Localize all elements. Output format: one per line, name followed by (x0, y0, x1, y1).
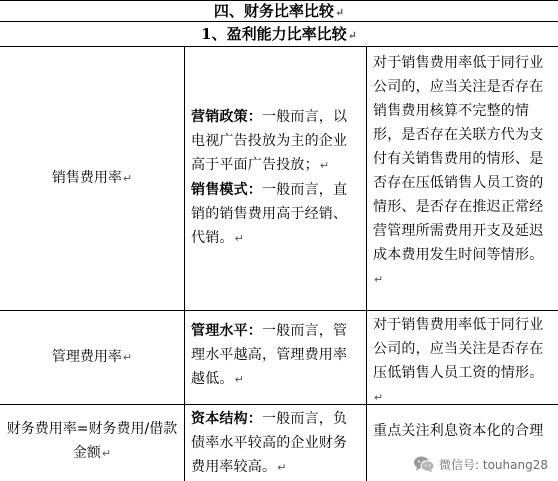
metric-cell-admin-expense: 管理费用率↵ (51, 349, 133, 365)
metric-cell-finance-expense: 财务费用率=财务费用/借款金额↵ (6, 420, 178, 461)
wechat-icon (413, 455, 435, 473)
factor-cell-selling-expense: 营销政策：一般而言，以电视广告投放为主的企业高于平面广告投放；↵ 销售模式：一般而言，直销的销售费用高于经销、代销。↵ (191, 109, 348, 246)
attention-cell-finance-expense: 重点关注利息资本化的合理 (373, 423, 544, 439)
wechat-watermark (411, 455, 552, 473)
table-title: 四、财务比率比较↵ (213, 2, 345, 20)
table-subtitle: 1、盈利能力比率比较↵ (201, 25, 357, 43)
factor-cell-finance-expense: 资本结构：一般而言，负债率水平较高的企业财务费用率较高。↵ (191, 411, 348, 475)
attention-cell-admin-expense: 对于销售费用率低于同行业公司的，应当关注是否存在压低销售人员工资的情形。↵ (373, 317, 544, 404)
attention-cell-selling-expense: 对于销售费用率低于同行业公司的，应当关注是否存在销售费用核算不完整的情形，是否存在关联方代为支付有关销售费用的情形、是否存在压低销售人员工资的情形、是否存在推迟正常经营管理所需费用开支及延迟成本费用发生时间等情形。↵ (373, 55, 544, 286)
factor-cell-admin-expense: 管理水平：一般而言，管理水平越高，管理费用率越低。↵ (191, 323, 348, 387)
watermark-text: 微信号: touhang28 (439, 457, 548, 472)
metric-cell-selling-expense: 销售费用率↵ (51, 170, 133, 186)
title-divider (0, 21, 558, 22)
